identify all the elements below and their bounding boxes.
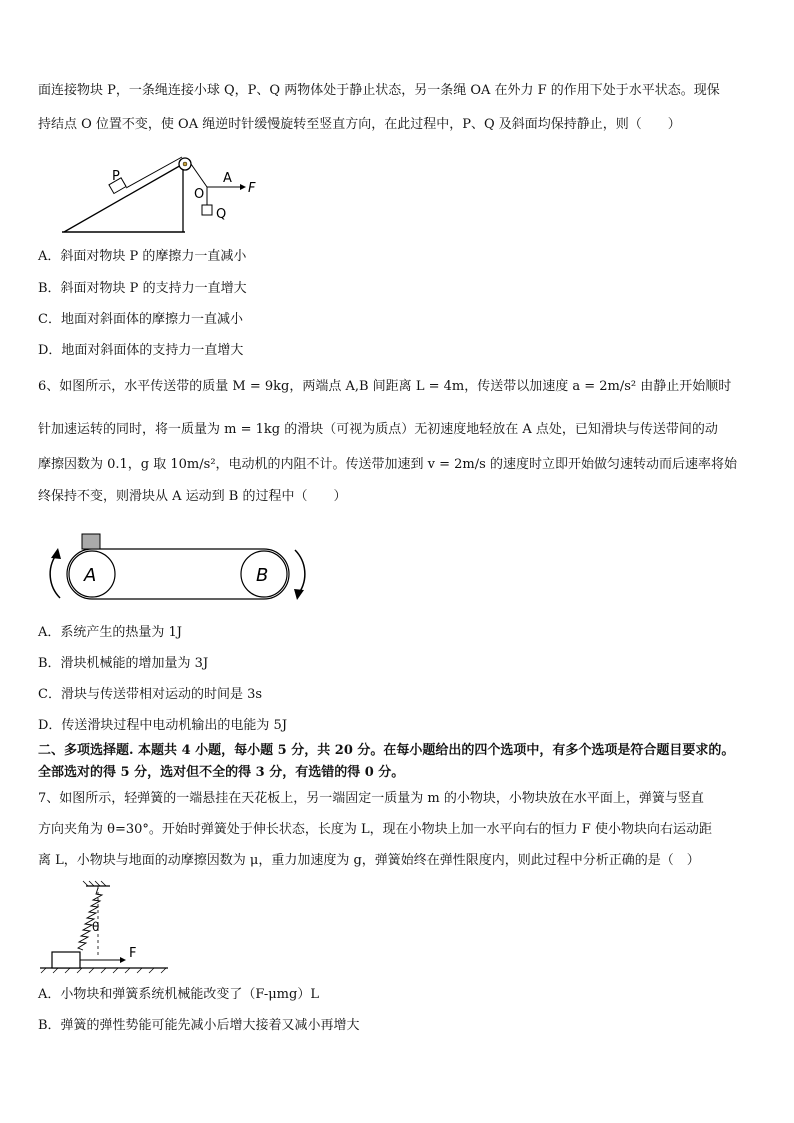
label-q: Q: [216, 207, 227, 222]
q7-stem-line2: 方向夹角为 θ=30°。开始时弹簧处于伸长状态，长度为 L，现在小物块上加一水平向右的恒力 F 使小物块向右运动距: [38, 822, 712, 837]
q5-stem-line1: 面连接物块 P，一条绳连接小球 Q，P、Q 两物体处于静止状态，另一条绳 OA 在外力 F 的作用下处于水平状态。现保: [38, 83, 720, 98]
label-o: O: [194, 187, 205, 202]
block-q-shape: [202, 205, 212, 215]
q5-option-d[interactable]: D．地面对斜面体的支持力一直增大: [38, 343, 244, 358]
q6-stem-line3: 摩擦因数为 0.1，g 取 10m/s²，电动机的内阻不计。传送带加速到 v = 2m/s 的速度时立即开始做匀速转动而后速率将始: [38, 457, 737, 472]
label-p: P: [112, 169, 120, 184]
q5-option-c[interactable]: C．地面对斜面体的摩擦力一直减小: [38, 312, 243, 327]
q6-option-a[interactable]: A．系统产生的热量为 1J: [38, 625, 183, 640]
q6-option-c[interactable]: C．滑块与传送带相对运动的时间是 3s: [38, 687, 263, 702]
q7-option-b[interactable]: B．弹簧的弹性势能可能先减小后增大接着又减小再增大: [38, 1018, 360, 1033]
label-theta: θ: [92, 920, 100, 934]
q7-option-a[interactable]: A．小物块和弹簧系统机械能改变了（F-μmg）L: [38, 987, 319, 1002]
block-m-shape: [52, 952, 80, 968]
q6-stem-line1: 6、如图所示，水平传送带的质量 M = 9kg，两端点 A,B 间距离 L = 4m，传送带以加速度 a = 2m/s² 由静止开始顺时: [38, 379, 732, 394]
q7-stem-line3: 离 L，小物块与地面的动摩擦因数为 μ，重力加速度为 g，弹簧始终在弹性限度内，则此过程中分析正确的是（ ）: [38, 853, 700, 868]
q5-option-b[interactable]: B．斜面对物块 P 的支持力一直增大: [38, 281, 247, 296]
q6-conveyor-figure: [40, 530, 315, 610]
q6-stem-line4: 终保持不变，则滑块从 A 运动到 B 的过程中（ ）: [38, 489, 347, 504]
slider-block-shape: [82, 534, 100, 549]
label-a: A: [223, 171, 232, 186]
q6-option-d[interactable]: D．传送滑块过程中电动机输出的电能为 5J: [38, 718, 288, 733]
label-roller-b: B: [256, 565, 269, 586]
q7-stem-line1: 7、如图所示，轻弹簧的一端悬挂在天花板上，另一端固定一质量为 m 的小物块，小物块放在水平面上，弹簧与竖直: [38, 791, 704, 806]
spring-shape: [78, 888, 102, 950]
label-f: F: [248, 181, 256, 196]
q5-option-a[interactable]: A．斜面对物块 P 的摩擦力一直减小: [38, 249, 247, 264]
q6-stem-line2: 针加速运转的同时，将一质量为 m = 1kg 的滑块（可视为质点）无初速度地轻放在 A 点处，已知滑块与传送带间的动: [38, 422, 718, 437]
q7-spring-figure: [38, 880, 178, 975]
label-force-f: F: [129, 946, 137, 961]
label-roller-a: A: [84, 565, 97, 586]
q5-stem-line2: 持结点 O 位置不变，使 OA 绳逆时针缓慢旋转至竖直方向，在此过程中，P、Q 及斜面均保持静止，则（ ）: [38, 117, 681, 132]
q6-option-b[interactable]: B．滑块机械能的增加量为 3J: [38, 656, 209, 671]
section2-instructions-line2: 全部选对的得 5 分，选对但不全的得 3 分，有选错的得 0 分。: [38, 765, 405, 780]
section2-instructions-line1: 二、多项选择题. 本题共 4 小题，每小题 5 分，共 20 分。在每小题给出的四个选项中，有多个选项是符合题目要求的。: [38, 743, 735, 758]
q5-incline-figure: [60, 150, 270, 240]
